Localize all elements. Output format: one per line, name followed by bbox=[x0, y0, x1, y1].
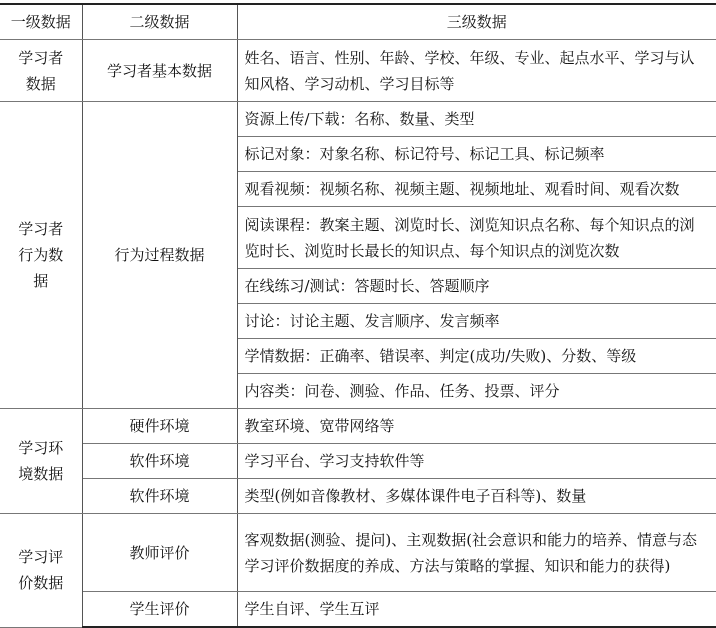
table-row bbox=[0, 444, 716, 479]
table-row bbox=[0, 592, 716, 628]
level3-cell: 资源上传/下载：名称、数量、类型 bbox=[237, 102, 716, 137]
level3-cell: 内容类：问卷、测验、作品、任务、投票、评分 bbox=[237, 374, 716, 409]
level3-cell: 姓名、语言、性别、年龄、学校、年级、专业、起点水平、学习与认知风格、学习动机、学习目标等 bbox=[237, 40, 716, 102]
level3-cell: 讨论：讨论主题、发言顺序、发言频率 bbox=[237, 304, 716, 339]
level1-cell: 学习者行为数据 bbox=[0, 102, 82, 409]
level3-cell: 学生自评、学生互评 bbox=[237, 592, 716, 628]
level3-cell: 观看视频：视频名称、视频主题、视频地址、观看时间、观看次数 bbox=[237, 172, 716, 207]
table-row bbox=[0, 40, 716, 102]
table-row bbox=[0, 514, 716, 592]
level3-cell: 学习平台、学习支持软件等 bbox=[237, 444, 716, 479]
level1-cell: 学习评价数据 bbox=[0, 514, 82, 628]
level3-cell: 类型(例如音像教材、多媒体课件电子百科等)、数量 bbox=[237, 479, 716, 514]
level3-cell: 教室环境、宽带网络等 bbox=[237, 409, 716, 444]
table-row bbox=[0, 409, 716, 444]
level2-cell: 行为过程数据 bbox=[82, 102, 237, 409]
level2-cell: 教师评价 bbox=[82, 514, 237, 592]
level3-cell: 标记对象：对象名称、标记符号、标记工具、标记频率 bbox=[237, 137, 716, 172]
level2-cell: 学习者基本数据 bbox=[82, 40, 237, 102]
level2-cell: 硬件环境 bbox=[82, 409, 237, 444]
table-row bbox=[0, 479, 716, 514]
level1-cell: 学习者数据 bbox=[0, 40, 82, 102]
table-row bbox=[0, 102, 716, 137]
level3-cell: 学情数据：正确率、错误率、判定(成功/失败)、分数、等级 bbox=[237, 339, 716, 374]
level3-cell: 在线练习/测试：答题时长、答题顺序 bbox=[237, 269, 716, 304]
header-level2: 二级数据 bbox=[82, 4, 237, 40]
level2-cell: 软件环境 bbox=[82, 479, 237, 514]
level1-cell: 学习环境数据 bbox=[0, 409, 82, 514]
level2-cell: 软件环境 bbox=[82, 444, 237, 479]
data-classification-table bbox=[0, 3, 716, 628]
header-row bbox=[0, 4, 716, 40]
level3-cell: 阅读课程：教案主题、浏览时长、浏览知识点名称、每个知识点的浏览时长、浏览时长最长的知识点、每个知识点的浏览次数 bbox=[237, 207, 716, 269]
level2-cell: 学生评价 bbox=[82, 592, 237, 628]
level3-cell: 客观数据(测验、提问)、主观数据(社会意识和能力的培养、情意与态学习评价数据度的养成、方法与策略的掌握、知识和能力的获得) bbox=[237, 514, 716, 592]
header-level3: 三级数据 bbox=[237, 4, 716, 40]
header-level1: 一级数据 bbox=[0, 4, 82, 40]
